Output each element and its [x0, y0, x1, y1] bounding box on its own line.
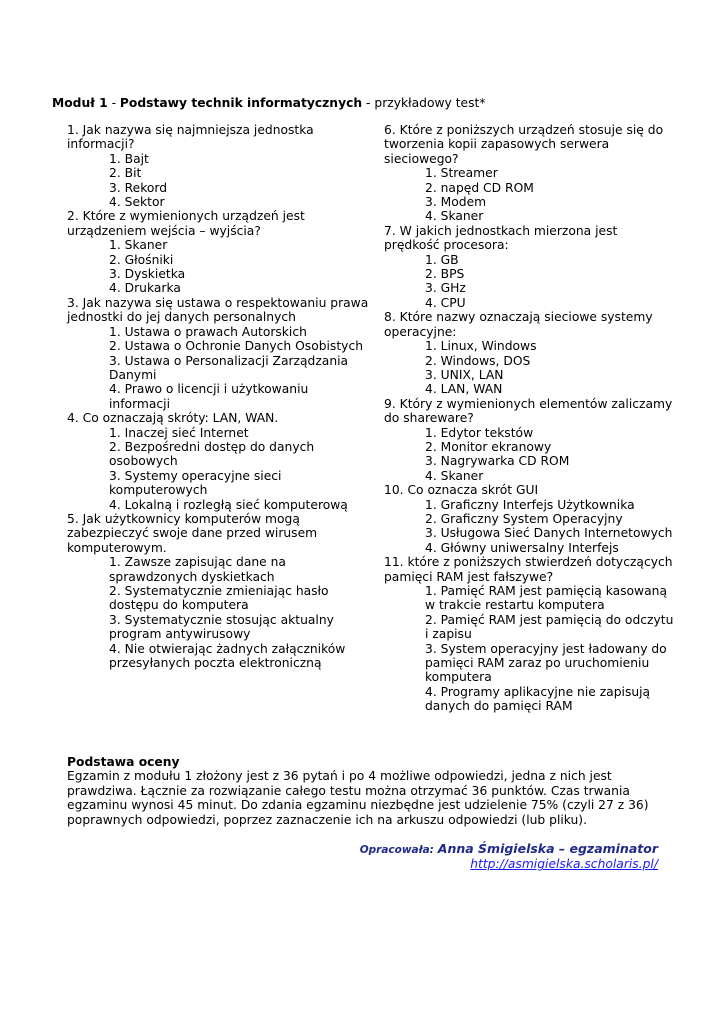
question-text: 10. Co oznacza skrót GUI: [384, 483, 539, 498]
answer-option: 3. GHz: [425, 281, 466, 296]
question-block: [67, 296, 373, 411]
answer-option: 3. Nagrywarka CD ROM: [425, 454, 570, 469]
answer-option: 1. GB: [425, 252, 459, 267]
answer-option: 1. Ustawa o prawach Autorskich: [109, 324, 307, 339]
question-text: 7. W jakich jednostkach mierzona jest prędkość procesora:: [384, 223, 618, 253]
answer-option: 3. Systematycznie stosując aktualny program antywirusowy: [109, 612, 334, 642]
answer-option: 2. Windows, DOS: [425, 353, 531, 368]
question-block: [67, 209, 373, 295]
answer-option: 1. Graficzny Interfejs Użytkownika: [425, 497, 635, 512]
answer-option: 1. Pamięć RAM jest pamięcią kasowaną w trakcie restartu komputera: [425, 584, 667, 613]
answer-list: [67, 238, 373, 296]
answer-option: 4. Nie otwierając żadnych załączników przesyłanych poczta elektroniczną: [109, 641, 346, 671]
answer-option: 3. Systemy operacyjne sieci komputerowych: [109, 468, 282, 498]
answer-option: 3. Rekord: [109, 180, 168, 195]
author-label: Opracowała:: [359, 844, 434, 856]
answer-option: 2. Systematycznie zmieniając hasło dostępu do komputera: [109, 584, 329, 613]
question-block: [67, 123, 373, 209]
grading-basis-section: [67, 755, 667, 827]
question-text: 6. Które z poniższych urządzeń stosuje się do tworzenia kopii zapasowych serwera sieciowego?: [384, 123, 664, 166]
answer-list: [384, 253, 674, 311]
answer-option: 1. Streamer: [425, 166, 498, 181]
question-text: 5. Jak użytkownicy komputerów mogą zabezpieczyć swoje dane przed wirusem komputerowym.: [67, 511, 318, 555]
author-name: Anna Śmigielska – egzaminator: [437, 841, 658, 856]
question-text: 9. Który z wymienionych elementów zaliczamy do shareware?: [384, 396, 673, 426]
question-block: [384, 224, 674, 310]
answer-option: 4. Drukarka: [109, 281, 181, 296]
answer-option: 2. Graficzny System Operacyjny: [425, 511, 623, 526]
question-block: [67, 512, 373, 670]
answer-option: 2. Głośniki: [109, 252, 174, 267]
answer-option: 1. Inaczej sieć Internet: [109, 425, 249, 440]
answer-option: 2. Ustawa o Ochronie Danych Osobistych: [109, 339, 363, 354]
answer-list: [384, 339, 674, 397]
answer-option: 4. Lokalną i rozległą sieć komputerową: [109, 497, 348, 512]
answer-option: 2. napęd CD ROM: [425, 180, 534, 195]
answer-option: 1. Zawsze zapisując dane na sprawdzonych dyskietkach: [109, 555, 286, 584]
answer-option: 3. Ustawa o Personalizacji Zarządzania Danymi: [109, 353, 349, 382]
answer-option: 3. Modem: [425, 195, 487, 210]
answer-list: [67, 325, 373, 411]
question-text: 1. Jak nazywa się najmniejsza jednostka informacji?: [67, 123, 314, 152]
answer-list: [384, 166, 674, 224]
page-title: [52, 96, 485, 110]
left-question-column: [67, 123, 373, 670]
question-text: 3. Jak nazywa się ustawa o respektowaniu prawa jednostki do jej danych personalnych: [67, 295, 369, 325]
question-block: [384, 123, 674, 224]
answer-option: 4. Skaner: [425, 468, 484, 483]
answer-option: 1. Linux, Windows: [425, 339, 537, 354]
title-separator: -: [107, 96, 120, 110]
right-question-column: [384, 123, 674, 714]
answer-option: 2. Bezpośredni dostęp do danych osobowych: [109, 439, 315, 469]
answer-option: 4. Prawo o licencji i użytkowaniu informacji: [109, 382, 309, 411]
answer-option: 1. Edytor tekstów: [425, 425, 534, 440]
answer-list: [384, 498, 674, 556]
answer-option: 4. Sektor: [109, 195, 165, 210]
answer-option: 4. Główny uniwersalny Interfejs: [425, 540, 619, 555]
answer-list: [384, 426, 674, 484]
question-block: [384, 555, 674, 713]
answer-option: 2. Pamięć RAM jest pamięcią do odczytu i zapisu: [425, 612, 674, 642]
answer-option: 3. System operacyjny jest ładowany do pamięci RAM zaraz po uruchomieniu komputera: [425, 641, 667, 685]
question-text: 2. Które z wymienionych urządzeń jest urządzeniem wejścia – wyjścia?: [67, 209, 305, 238]
author-signature: [360, 842, 658, 872]
question-block: [384, 397, 674, 483]
module-prefix: Moduł 1: [52, 96, 108, 110]
grading-basis-text: Egzamin z modułu 1 złożony jest z 36 pytań i po 4 możliwe odpowiedzi, jedna z nich jest prawdziwa. Łącznie za rozwiązanie całego testu można otrzymać 36 punktów. Czas trwania egzaminu wynosi 45 minut. Do zdania egzaminu niezbędne jest udzielenie 75% (czyli 27 z 36) poprawnych odpowiedzi, poprzez zaznaczenie ich na arkuszu odpowiedzi (lub pliku).: [67, 769, 649, 827]
answer-option: 1. Skaner: [109, 238, 168, 253]
module-title: Podstawy technik informatycznych: [119, 96, 363, 110]
question-block: [384, 310, 674, 396]
answer-option: 4. CPU: [425, 295, 466, 310]
question-text: 4. Co oznaczają skróty: LAN, WAN.: [67, 411, 279, 426]
answer-option: 1. Bajt: [109, 151, 149, 166]
answer-option: 3. Dyskietka: [109, 267, 186, 282]
answer-list: [67, 152, 373, 210]
title-separator: -: [362, 96, 375, 110]
question-block: [384, 483, 674, 555]
question-text: 8. Które nazwy oznaczają sieciowe systemy operacyjne:: [384, 310, 653, 339]
answer-option: 3. UNIX, LAN: [425, 367, 504, 382]
answer-option: 2. Bit: [109, 166, 142, 181]
answer-option: 4. Skaner: [425, 209, 484, 224]
answer-option: 3. Usługowa Sieć Danych Internetowych: [425, 526, 673, 541]
answer-option: 4. LAN, WAN: [425, 382, 503, 397]
answer-option: 2. BPS: [425, 267, 465, 282]
grading-basis-title: Podstawa oceny: [67, 755, 180, 769]
author-website-link[interactable]: http://asmigielska.scholaris.pl/: [470, 857, 658, 872]
page-subtitle: przykładowy test*: [374, 96, 486, 110]
answer-option: 4. Programy aplikacyjne nie zapisują danych do pamięci RAM: [425, 684, 651, 714]
answer-list: [384, 584, 674, 714]
question-block: [67, 411, 373, 512]
question-text: 11. które z poniższych stwierdzeń dotyczących pamięci RAM jest fałszywe?: [384, 555, 673, 584]
answer-option: 2. Monitor ekranowy: [425, 439, 552, 454]
answer-list: [67, 426, 373, 512]
answer-list: [67, 555, 373, 670]
